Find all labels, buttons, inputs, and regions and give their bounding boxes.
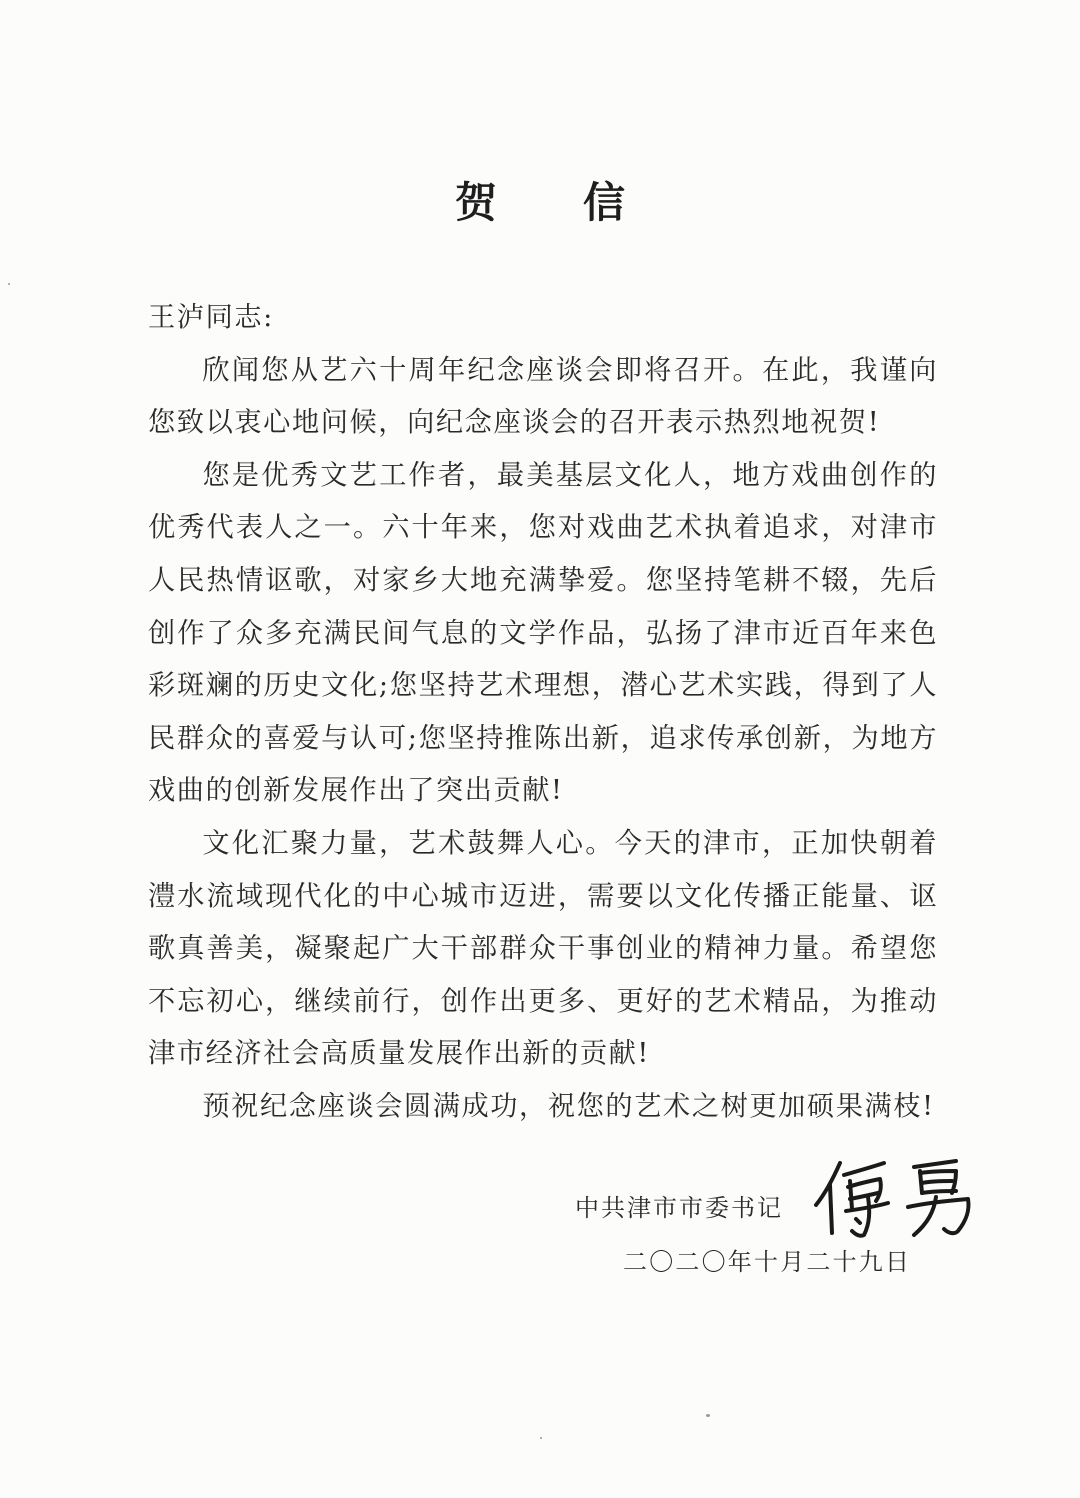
- paragraph-4: 预祝纪念座谈会圆满成功，祝您的艺术之树更加硕果满枝!: [202, 1090, 935, 1122]
- letter-body: [148, 292, 938, 1134]
- letter-date: 二〇二〇年十月二十九日: [623, 1248, 912, 1276]
- signer-title: 中共津市市委书记: [575, 1194, 783, 1222]
- paragraph-1: 欣闻您从艺六十周年纪念座谈会即将召开。在此，我谨向您致以衷心地问候，向纪念座谈会的召开表示热烈地祝贺!: [148, 354, 938, 439]
- paper-speck: [8, 283, 10, 285]
- handwritten-signature: [810, 1153, 1000, 1243]
- signature-block: [575, 1178, 1015, 1288]
- paragraph-2: 您是优秀文艺工作者，最美基层文化人，地方戏曲创作的优秀代表人之一。六十年来，您对戏曲艺术执着追求，对津市人民热情讴歌，对家乡大地充满挚爱。您坚持笔耕不辍，先后创作了众多充满民间气息的文学作品，弘扬了津市近百年来色彩斑斓的历史文化;您坚持艺术理想，潜心艺术实践，得到了人民群众的喜爱与认可;您坚持推陈出新，追求传承创新，为地方戏曲的创新发展作出了突出贡献!: [148, 459, 938, 807]
- paper-speck: [540, 1437, 542, 1439]
- paper-speck: [706, 1414, 710, 1417]
- salutation: 王泸同志:: [148, 302, 274, 333]
- paragraph-3: 文化汇聚力量，艺术鼓舞人心。今天的津市，正加快朝着澧水流域现代化的中心城市迈进，需要以文化传播正能量、讴歌真善美，凝聚起广大干部群众干事创业的精神力量。希望您不忘初心，继续前行，创作出更多、更好的艺术精品，为推动津市经济社会高质量发展作出新的贡献!: [148, 827, 938, 1070]
- letter-title: 贺信: [454, 178, 711, 227]
